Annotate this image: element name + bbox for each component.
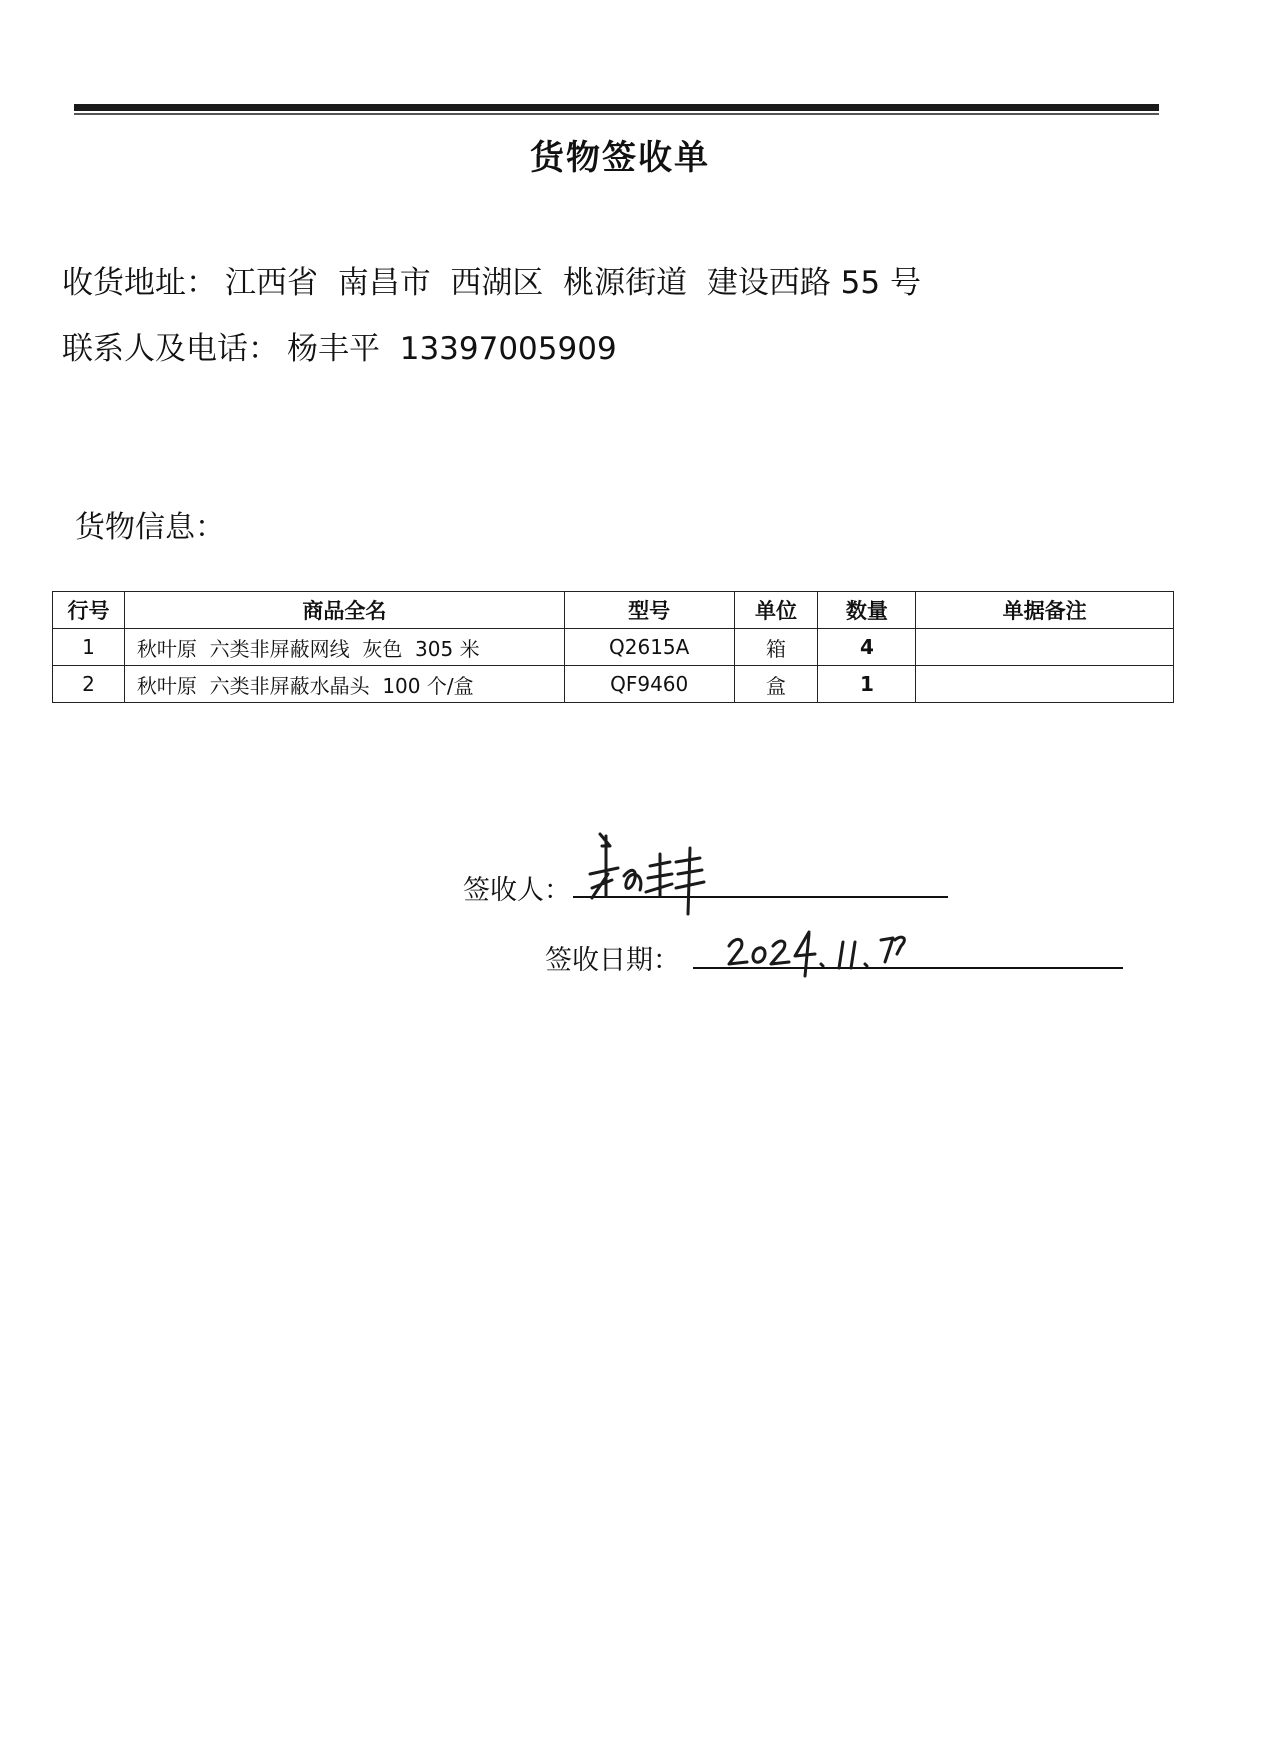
goods-table bbox=[52, 591, 1174, 703]
cell-unit: 箱 bbox=[734, 629, 818, 666]
document-title: 货物签收单 bbox=[530, 138, 710, 178]
cell-row-no: 1 bbox=[53, 629, 125, 666]
cell-quantity: 1 bbox=[818, 666, 916, 703]
goods-section-label: 货物信息： bbox=[75, 510, 225, 545]
sign-date-label: 签收日期： bbox=[545, 945, 680, 976]
cell-note bbox=[916, 629, 1174, 666]
address-value: 江西省 南昌市 西湖区 桃源街道 建设西路 55 号 bbox=[225, 265, 921, 301]
cell-product-name: 秋叶原 六类非屏蔽网线 灰色 305 米 bbox=[124, 629, 564, 666]
header-cell-unit: 单位 bbox=[734, 592, 818, 629]
address-label: 收货地址： bbox=[62, 265, 217, 301]
header-rule bbox=[74, 104, 1159, 111]
cell-model: Q2615A bbox=[564, 629, 734, 666]
header-cell-quantity: 数量 bbox=[818, 592, 916, 629]
table-row bbox=[53, 666, 1174, 703]
cell-unit: 盒 bbox=[734, 666, 818, 703]
cell-product-name: 秋叶原 六类非屏蔽水晶头 100 个/盒 bbox=[124, 666, 564, 703]
cell-note bbox=[916, 666, 1174, 703]
table-row bbox=[53, 629, 1174, 666]
signatory-label: 签收人： bbox=[463, 875, 571, 906]
table-header-row bbox=[53, 592, 1174, 629]
header-cell-row-no: 行号 bbox=[53, 592, 125, 629]
handwritten-date bbox=[725, 924, 915, 980]
header-rule-thin bbox=[74, 113, 1159, 115]
contact-line bbox=[62, 323, 617, 368]
contact-label: 联系人及电话： bbox=[62, 331, 279, 367]
header-cell-note: 单据备注 bbox=[916, 592, 1174, 629]
header-cell-product-name: 商品全名 bbox=[124, 592, 564, 629]
cell-quantity: 4 bbox=[818, 629, 916, 666]
address-line bbox=[62, 257, 921, 302]
handwritten-signature bbox=[572, 826, 722, 936]
contact-phone: 13397005909 bbox=[399, 331, 617, 367]
cell-row-no: 2 bbox=[53, 666, 125, 703]
cell-model: QF9460 bbox=[564, 666, 734, 703]
header-cell-model: 型号 bbox=[564, 592, 734, 629]
contact-name: 杨丰平 bbox=[287, 331, 380, 367]
